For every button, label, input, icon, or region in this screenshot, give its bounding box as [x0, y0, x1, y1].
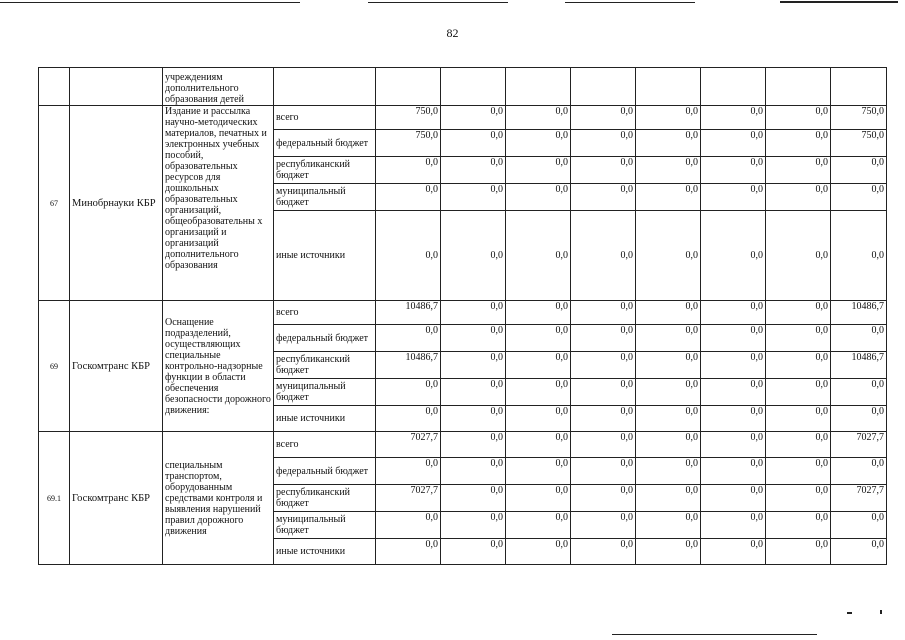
amount-cell: 0,0 [636, 512, 701, 539]
amount-cell: 0,0 [441, 106, 506, 130]
scan-artifact-line [780, 1, 898, 3]
amount-cell: 0,0 [506, 301, 571, 325]
amount-cell: 0,0 [831, 379, 887, 406]
executor-cell: Госкомтранс КБР [70, 432, 163, 565]
amount-cell: 0,0 [571, 432, 636, 458]
scan-artifact-mark [847, 612, 852, 614]
amount-cell: 0,0 [506, 325, 571, 352]
amount-cell: 0,0 [701, 325, 766, 352]
amount-cell: 0,0 [571, 130, 636, 157]
amount-cell: 0,0 [506, 157, 571, 184]
amount-cell: 0,0 [766, 106, 831, 130]
funding-source-cell: муниципальный бюджет [274, 512, 376, 539]
amount-cell: 0,0 [376, 211, 441, 301]
amount-cell: 0,0 [636, 184, 701, 211]
amount-cell: 0,0 [571, 106, 636, 130]
amount-cell: 0,0 [636, 458, 701, 485]
amount-cell: 0,0 [571, 184, 636, 211]
amount-cell: 0,0 [636, 539, 701, 565]
scan-artifact-line [612, 634, 817, 635]
amount-cell: 0,0 [636, 211, 701, 301]
amount-cell: 0,0 [376, 512, 441, 539]
amount-cell: 0,0 [506, 458, 571, 485]
budget-table [38, 67, 887, 565]
amount-cell: 0,0 [376, 458, 441, 485]
amount-cell: 0,0 [441, 325, 506, 352]
amount-cell: 0,0 [571, 379, 636, 406]
amount-cell: 0,0 [701, 301, 766, 325]
amount-cell: 0,0 [636, 157, 701, 184]
funding-source-cell: федеральный бюджет [274, 325, 376, 352]
row-number-cell: 67 [39, 106, 70, 301]
row-number-cell: 69 [39, 301, 70, 432]
funding-source-cell: республиканский бюджет [274, 352, 376, 379]
funding-source-cell: федеральный бюджет [274, 458, 376, 485]
amount-cell: 0,0 [376, 157, 441, 184]
amount-cell: 0,0 [441, 458, 506, 485]
amount-cell: 0,0 [506, 130, 571, 157]
amount-cell: 0,0 [831, 512, 887, 539]
measure-cell: учреждениям дополнительного образования детей [163, 68, 274, 106]
table-row [39, 301, 887, 325]
funding-source-cell: республиканский бюджет [274, 157, 376, 184]
executor-cell [70, 68, 163, 106]
page-number: 82 [446, 26, 459, 40]
funding-source-cell: всего [274, 106, 376, 130]
amount-cell: 0,0 [571, 157, 636, 184]
table-row [39, 106, 887, 130]
row-number-cell: 69.1 [39, 432, 70, 565]
amount-cell: 0,0 [441, 184, 506, 211]
amount-cell: 0,0 [636, 130, 701, 157]
amount-cell: 0,0 [441, 379, 506, 406]
amount-cell: 0,0 [441, 432, 506, 458]
amount-cell: 0,0 [506, 539, 571, 565]
amount-cell: 0,0 [636, 379, 701, 406]
amount-cell: 0,0 [701, 539, 766, 565]
amount-cell: 0,0 [506, 352, 571, 379]
amount-cell: 0,0 [636, 325, 701, 352]
amount-cell: 0,0 [766, 406, 831, 432]
amount-cell: 10486,7 [376, 301, 441, 325]
amount-cell: 0,0 [831, 325, 887, 352]
funding-source-cell: муниципальный бюджет [274, 379, 376, 406]
amount-cell: 0,0 [701, 485, 766, 512]
amount-cell: 0,0 [766, 539, 831, 565]
amount-cell: 0,0 [441, 485, 506, 512]
amount-cell: 0,0 [701, 379, 766, 406]
amount-cell: 0,0 [701, 184, 766, 211]
amount-cell: 0,0 [571, 485, 636, 512]
measure-cell: Издание и рассылка научно-методических материалов, печатных и электронных учебных пособий, образовательных ресурсов для дошкольных образовательных организаций, общеобразовательны х организаций и организаций дополнительного образования [163, 106, 274, 301]
amount-cell: 0,0 [701, 211, 766, 301]
amount-cell: 0,0 [571, 539, 636, 565]
amount-cell: 0,0 [766, 184, 831, 211]
amount-cell: 0,0 [636, 406, 701, 432]
amount-cell: 0,0 [831, 458, 887, 485]
amount-cell: 0,0 [441, 406, 506, 432]
amount-cell: 0,0 [441, 130, 506, 157]
amount-cell: 0,0 [506, 432, 571, 458]
amount-cell: 0,0 [441, 157, 506, 184]
scan-artifact-mark [880, 610, 882, 614]
amount-cell: 0,0 [636, 432, 701, 458]
measure-cell: Оснащение подразделений, осуществляющих специальные контрольно-надзорные функции в области обеспечения безопасности дорожного движения: [163, 301, 274, 432]
amount-cell: 0,0 [376, 379, 441, 406]
amount-cell: 7027,7 [831, 432, 887, 458]
amount-cell: 0,0 [766, 432, 831, 458]
continuation-row [39, 68, 887, 106]
amount-cell: 0,0 [766, 157, 831, 184]
source-cell [274, 68, 376, 106]
amount-cell: 0,0 [831, 184, 887, 211]
amount-cell: 0,0 [766, 458, 831, 485]
amount-cell: 0,0 [701, 432, 766, 458]
amount-cell: 0,0 [571, 352, 636, 379]
amount-cell: 0,0 [766, 301, 831, 325]
amount-cell: 0,0 [766, 352, 831, 379]
amount-cell: 750,0 [831, 130, 887, 157]
amount-cell: 0,0 [831, 539, 887, 565]
amount-cell: 0,0 [376, 325, 441, 352]
amount-cell: 0,0 [701, 157, 766, 184]
amount-cell: 0,0 [376, 406, 441, 432]
amount-cell: 0,0 [506, 184, 571, 211]
amount-cell: 0,0 [506, 512, 571, 539]
funding-source-cell: всего [274, 301, 376, 325]
executor-cell: Госкомтранс КБР [70, 301, 163, 432]
amount-cell: 10486,7 [831, 352, 887, 379]
amount-cell: 0,0 [701, 352, 766, 379]
amount-cell: 0,0 [441, 539, 506, 565]
amount-cell: 0,0 [766, 325, 831, 352]
amount-cell: 0,0 [441, 211, 506, 301]
amount-cell: 0,0 [636, 106, 701, 130]
amount-cell: 0,0 [441, 352, 506, 379]
amount-cell: 7027,7 [831, 485, 887, 512]
amount-cell: 0,0 [441, 301, 506, 325]
measure-cell: специальным транспортом, оборудованным средствами контроля и выявления нарушений правил дорожного движения [163, 432, 274, 565]
amount-cell: 0,0 [636, 352, 701, 379]
amount-cell: 7027,7 [376, 485, 441, 512]
amount-cell: 0,0 [506, 485, 571, 512]
amount-cell: 0,0 [506, 211, 571, 301]
scan-artifact-line [368, 2, 508, 3]
amount-cell: 0,0 [701, 512, 766, 539]
scan-artifact-line [565, 2, 695, 3]
amount-cell: 0,0 [766, 512, 831, 539]
funding-source-cell: республиканский бюджет [274, 485, 376, 512]
amount-cell: 750,0 [376, 106, 441, 130]
amount-cell: 0,0 [701, 406, 766, 432]
amount-cell: 0,0 [571, 301, 636, 325]
amount-cell: 0,0 [571, 325, 636, 352]
funding-source-cell: иные источники [274, 211, 376, 301]
table-row [39, 432, 887, 458]
amount-cell: 0,0 [571, 458, 636, 485]
funding-source-cell: федеральный бюджет [274, 130, 376, 157]
amount-cell: 0,0 [636, 301, 701, 325]
scan-artifact-line [0, 2, 300, 3]
amount-cell: 10486,7 [376, 352, 441, 379]
amount-cell: 0,0 [766, 379, 831, 406]
amount-cell: 0,0 [571, 211, 636, 301]
amount-cell: 0,0 [766, 130, 831, 157]
amount-cell: 0,0 [506, 379, 571, 406]
amount-cell: 0,0 [831, 157, 887, 184]
amount-cell: 0,0 [701, 458, 766, 485]
executor-cell: Минобрнауки КБР [70, 106, 163, 301]
amount-cell: 750,0 [376, 130, 441, 157]
amount-cell: 0,0 [571, 406, 636, 432]
amount-cell: 0,0 [506, 106, 571, 130]
funding-source-cell: иные источники [274, 539, 376, 565]
amount-cell: 0,0 [571, 512, 636, 539]
amount-cell: 0,0 [766, 485, 831, 512]
amount-cell: 0,0 [441, 512, 506, 539]
amount-cell: 0,0 [701, 106, 766, 130]
amount-cell: 10486,7 [831, 301, 887, 325]
amount-cell: 0,0 [376, 184, 441, 211]
amount-cell: 0,0 [831, 406, 887, 432]
row-number-cell [39, 68, 70, 106]
amount-cell: 0,0 [376, 539, 441, 565]
funding-source-cell: муниципальный бюджет [274, 184, 376, 211]
amount-cell: 0,0 [831, 211, 887, 301]
amount-cell: 0,0 [506, 406, 571, 432]
amount-cell: 750,0 [831, 106, 887, 130]
amount-cell: 0,0 [701, 130, 766, 157]
amount-cell: 0,0 [636, 485, 701, 512]
amount-cell: 0,0 [766, 211, 831, 301]
funding-source-cell: всего [274, 432, 376, 458]
funding-source-cell: иные источники [274, 406, 376, 432]
amount-cell: 7027,7 [376, 432, 441, 458]
